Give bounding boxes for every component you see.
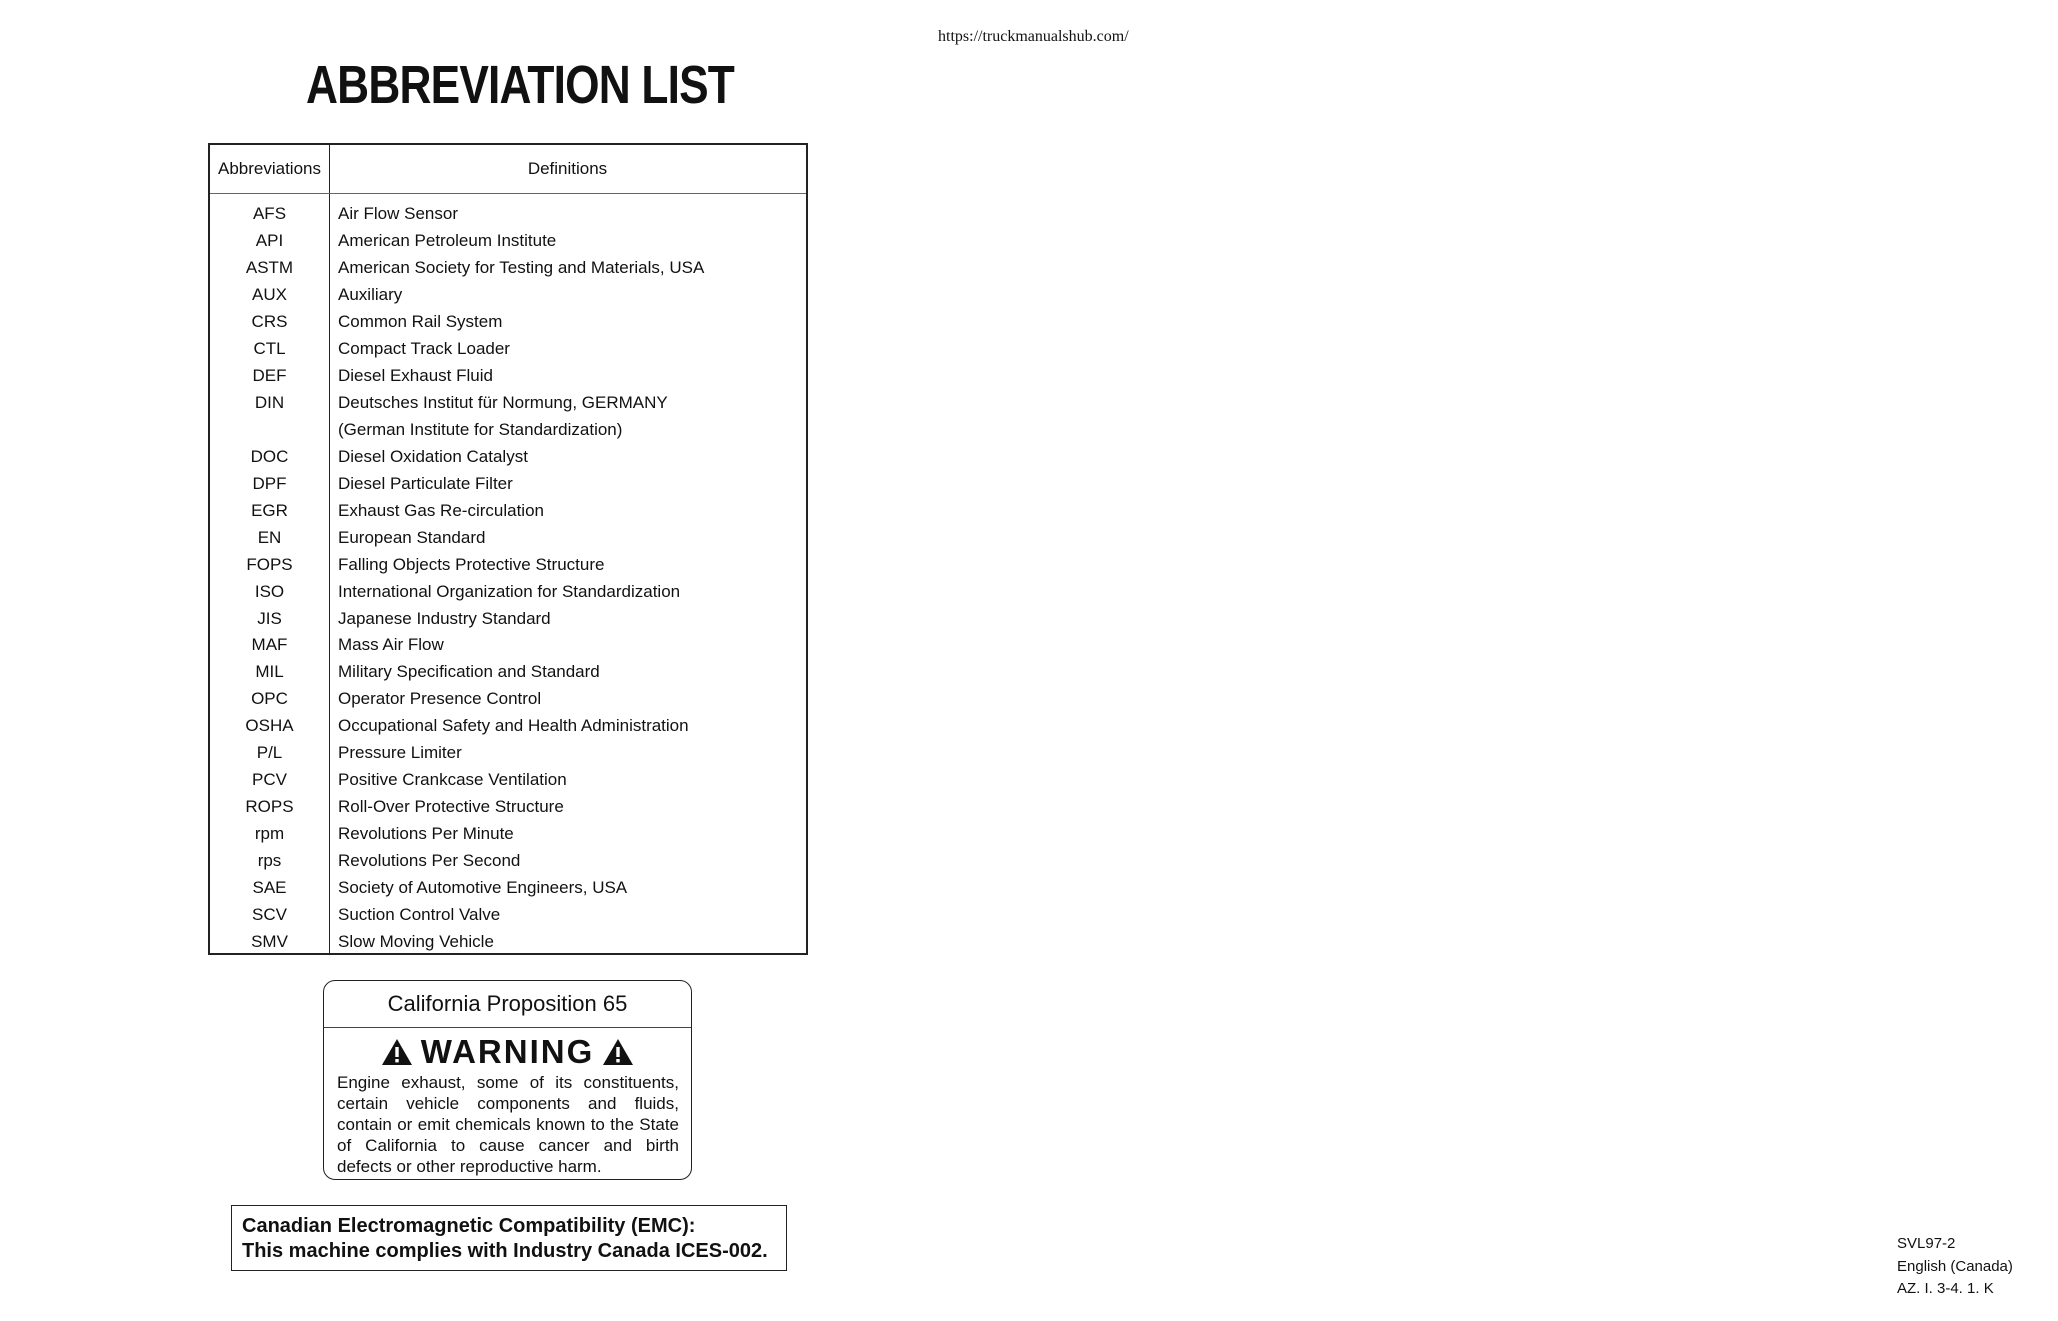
definition-cell: (German Institute for Standardization)	[338, 419, 623, 439]
definition-cell: Positive Crankcase Ventilation	[338, 770, 567, 790]
table-row	[210, 470, 806, 497]
definition-cell: Falling Objects Protective Structure	[338, 554, 605, 574]
source-url-link[interactable]: https://truckmanualshub.com/	[938, 28, 1129, 45]
definition-cell: Common Rail System	[338, 312, 503, 332]
table-row	[210, 632, 806, 659]
definition-cell: Pressure Limiter	[338, 743, 462, 763]
table-row	[210, 255, 806, 282]
definition-cell: Exhaust Gas Re-circulation	[338, 500, 544, 520]
abbreviation-cell: FOPS	[246, 554, 293, 574]
definition-cell: Revolutions Per Second	[338, 850, 521, 870]
document-language: English (Canada)	[1897, 1257, 2013, 1275]
table-row	[210, 794, 806, 821]
definition-cell: Society of Automotive Engineers, USA	[338, 877, 628, 897]
table-row	[210, 928, 806, 955]
abbreviation-cell: EN	[257, 527, 282, 547]
table-row	[210, 363, 806, 390]
prop65-warning-box	[323, 980, 692, 1180]
table-row	[210, 740, 806, 767]
table-row	[210, 390, 806, 417]
table-row	[210, 686, 806, 713]
abbreviation-table	[208, 143, 808, 955]
abbreviation-cell: ISO	[254, 581, 285, 601]
table-row	[210, 713, 806, 740]
definition-cell: Roll-Over Protective Structure	[338, 797, 564, 817]
abbreviation-cell: rps	[257, 850, 282, 870]
table-row	[210, 767, 806, 794]
definition-cell: Military Specification and Standard	[338, 662, 600, 682]
emc-statement: This machine complies with Industry Canada ICES-002.	[242, 1240, 768, 1262]
document-footer	[1897, 1233, 2013, 1301]
definition-cell: Compact Track Loader	[338, 339, 510, 359]
abbreviation-cell: DPF	[252, 473, 287, 493]
table-row	[210, 524, 806, 551]
page-title: ABBREVIATION LIST	[306, 55, 735, 115]
document-reference: AZ. I. 3-4. 1. K	[1897, 1280, 1994, 1297]
table-row	[210, 443, 806, 470]
abbreviation-cell: rpm	[254, 824, 285, 844]
abbreviation-cell: PCV	[252, 770, 287, 790]
definition-cell: Diesel Oxidation Catalyst	[338, 446, 528, 466]
table-row	[210, 282, 806, 309]
abbreviation-cell: MIL	[255, 662, 284, 682]
definition-cell: Auxiliary	[338, 285, 403, 305]
abbreviation-cell: API	[255, 231, 284, 251]
abbreviation-cell: ASTM	[245, 258, 294, 278]
abbreviation-cell: SMV	[251, 931, 288, 951]
abbreviation-cell: DEF	[252, 366, 287, 386]
emc-compliance-box	[231, 1205, 787, 1271]
table-row	[210, 417, 806, 444]
abbreviation-cell: EGR	[251, 500, 288, 520]
definition-cell: European Standard	[338, 527, 486, 547]
abbreviation-cell: AFS	[252, 204, 287, 224]
definition-cell: Air Flow Sensor	[338, 204, 458, 224]
table-row	[210, 578, 806, 605]
table-row	[210, 497, 806, 524]
warning-label: WARNING	[420, 1033, 595, 1070]
abbreviation-cell: P/L	[256, 743, 283, 763]
table-row	[210, 821, 806, 848]
definition-cell: Revolutions Per Minute	[338, 824, 514, 844]
definition-cell: Mass Air Flow	[338, 635, 444, 655]
definition-cell: American Petroleum Institute	[338, 231, 557, 251]
document-code: SVL97-2	[1897, 1235, 1956, 1252]
definition-cell: Deutsches Institut für Normung, GERMANY	[338, 393, 668, 413]
abbreviation-cell: CRS	[251, 312, 288, 332]
definition-cell: International Organization for Standardization	[338, 581, 681, 601]
definition-cell: Suction Control Valve	[338, 904, 501, 924]
abbreviation-cell: SCV	[252, 904, 287, 924]
table-row	[210, 228, 806, 255]
table-row	[210, 901, 806, 928]
abbreviation-cell: OPC	[251, 689, 288, 709]
abbreviation-cell: ROPS	[245, 797, 294, 817]
definition-cell: American Society for Testing and Materials, USA	[338, 258, 705, 278]
table-row	[210, 336, 806, 363]
abbreviation-cell: DOC	[250, 446, 289, 466]
prop65-warning-text: Engine exhaust, some of its constituents, certain vehicle components and fluids, contain or emit chemicals known to the State of California to cause cancer and birth defects or other reproductive harm.	[337, 1073, 679, 1176]
abbreviation-cell: AUX	[252, 285, 287, 305]
abbreviation-cell: OSHA	[245, 716, 294, 736]
table-row	[210, 551, 806, 578]
table-body	[210, 201, 806, 955]
header-divider	[210, 193, 806, 194]
table-row	[210, 605, 806, 632]
definition-cell: Occupational Safety and Health Administration	[338, 716, 689, 736]
prop65-title: California Proposition 65	[324, 981, 691, 1028]
definition-cell: Diesel Exhaust Fluid	[338, 366, 493, 386]
abbreviation-cell: DIN	[254, 393, 285, 413]
definition-cell: Slow Moving Vehicle	[338, 931, 494, 951]
warning-triangle-icon	[602, 1038, 634, 1066]
table-row	[210, 309, 806, 336]
table-row	[210, 659, 806, 686]
abbreviation-cell: MAF	[251, 635, 288, 655]
column-header-abbreviations: Abbreviations	[217, 159, 321, 178]
definition-cell: Operator Presence Control	[338, 689, 542, 709]
abbreviation-cell: SAE	[252, 877, 287, 897]
table-row	[210, 848, 806, 875]
emc-heading: Canadian Electromagnetic Compatibility (EMC):	[242, 1215, 696, 1237]
warning-heading	[324, 1032, 691, 1072]
table-row	[210, 874, 806, 901]
column-header-definitions: Definitions	[527, 159, 608, 178]
warning-triangle-icon	[381, 1038, 413, 1066]
definition-cell: Diesel Particulate Filter	[338, 473, 513, 493]
abbreviation-cell: CTL	[253, 339, 286, 359]
abbreviation-cell: JIS	[257, 608, 282, 628]
table-row	[210, 201, 806, 228]
definition-cell: Japanese Industry Standard	[338, 608, 551, 628]
